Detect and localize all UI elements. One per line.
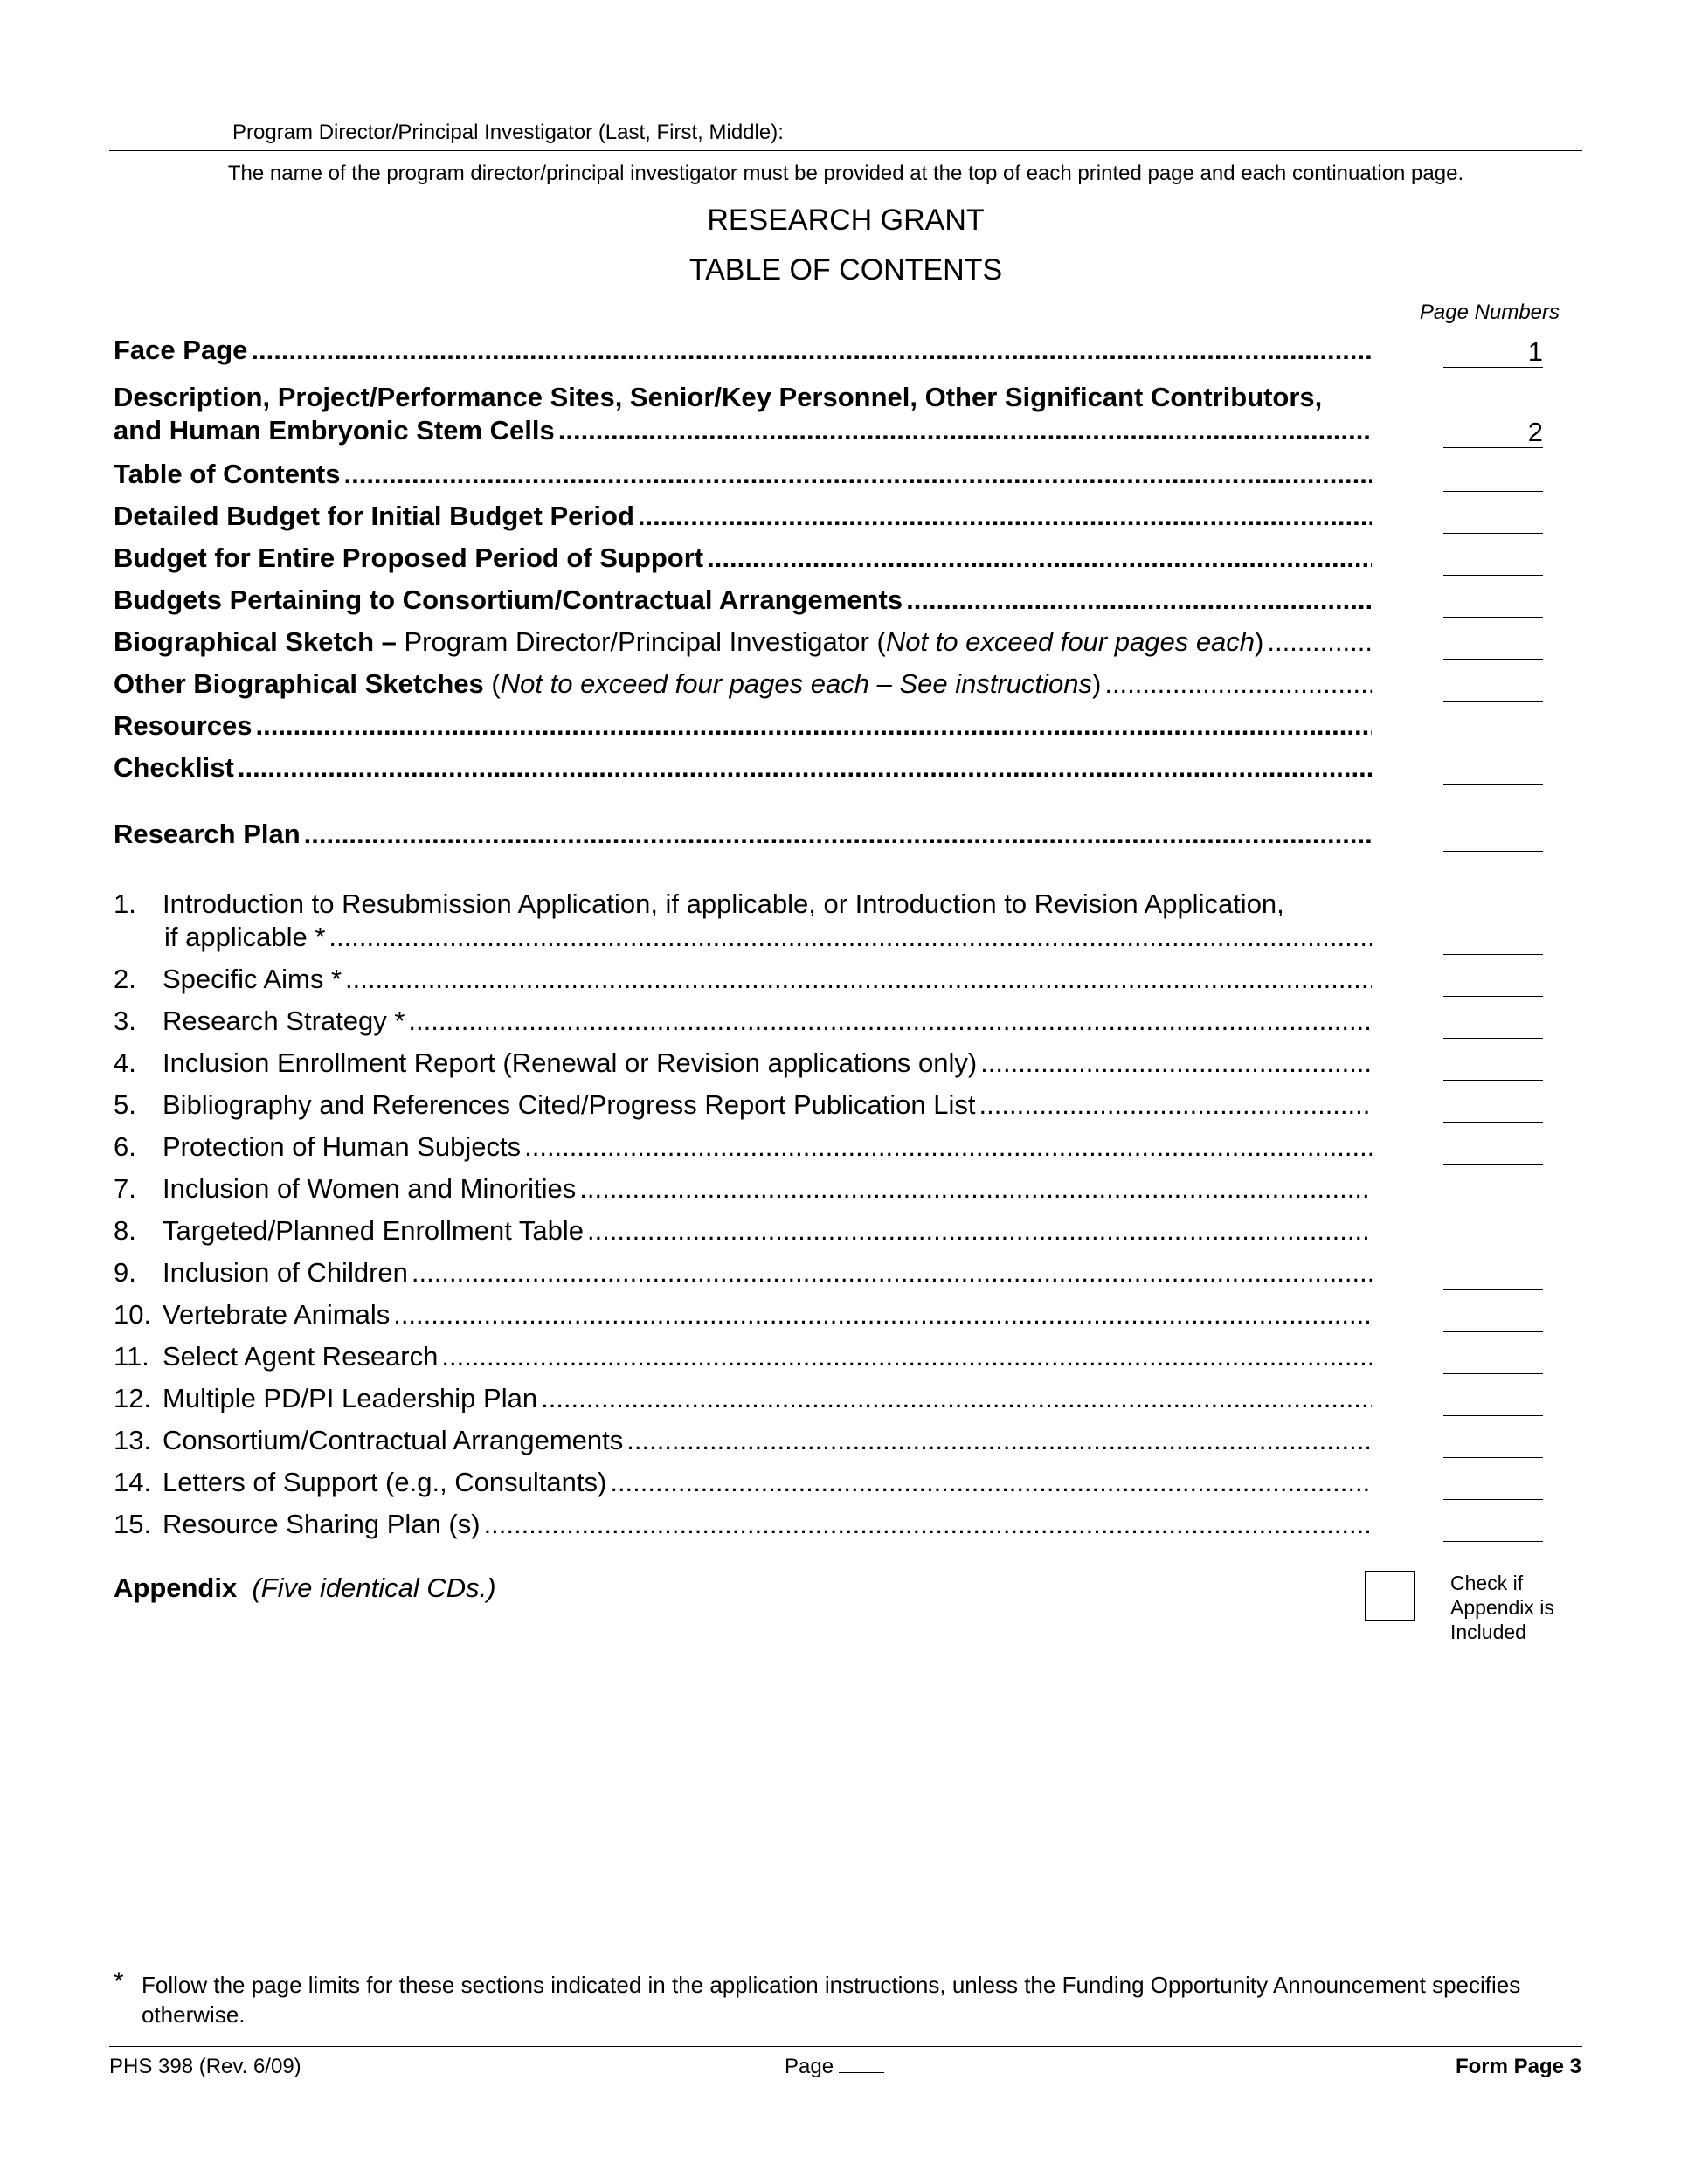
page-number-item-2[interactable]	[1443, 966, 1543, 997]
item-number: 5.	[114, 1089, 136, 1120]
item-title-text: Inclusion of Children	[163, 1257, 408, 1288]
item-title	[114, 1466, 606, 1499]
page-number-item-12[interactable]	[1443, 1386, 1543, 1416]
toc-face-page	[114, 334, 1372, 367]
page-number-item-3[interactable]	[1443, 1008, 1543, 1039]
leader-dots	[1104, 667, 1372, 701]
leader-dots	[343, 458, 1372, 491]
toc-title: Resources	[114, 710, 253, 741]
toc-title: Budget for Entire Proposed Period of Support	[114, 543, 704, 573]
page-number-item-5[interactable]	[1443, 1092, 1543, 1123]
item-title	[114, 1424, 623, 1457]
research-plan-item	[114, 1005, 1372, 1038]
page-number-item-15[interactable]	[1443, 1511, 1543, 1542]
toc-checklist	[114, 751, 1372, 784]
research-plan-item	[114, 963, 1372, 996]
leader-dots	[1267, 625, 1372, 659]
item-number: 13.	[114, 1425, 152, 1455]
page-number-detailed-budget[interactable]	[1443, 503, 1543, 534]
toc-title-bold: Biographical Sketch –	[114, 626, 397, 657]
leader-dots	[587, 1214, 1372, 1248]
item-title	[114, 1089, 976, 1122]
item-title-text: Specific Aims *	[163, 964, 342, 994]
leader-dots	[626, 1424, 1372, 1457]
toc-budget-entire-period	[114, 542, 1372, 575]
item-title-line2: if applicable *	[164, 922, 326, 952]
item-title	[114, 1298, 390, 1331]
leader-dots	[610, 1466, 1372, 1499]
item-title-text: Letters of Support (e.g., Consultants)	[163, 1467, 607, 1497]
item-number: 11.	[114, 1341, 149, 1372]
toc-biographical-sketch	[114, 625, 1372, 659]
form-subtitle: TABLE OF CONTENTS	[688, 253, 1003, 287]
page-number-item-10[interactable]	[1443, 1302, 1543, 1332]
item-title-text: Protection of Human Subjects	[163, 1131, 522, 1162]
page-number-item-7[interactable]	[1443, 1176, 1543, 1206]
research-plan-item	[114, 1508, 1372, 1541]
page-number-item-1[interactable]	[1443, 924, 1543, 955]
item-title	[114, 1382, 537, 1415]
item-title	[114, 963, 342, 996]
footer-divider	[109, 2046, 1582, 2047]
leader-dots	[412, 1256, 1372, 1289]
page-number-item-13[interactable]	[1443, 1427, 1543, 1458]
leader-dots	[408, 1005, 1372, 1038]
leader-dots	[541, 1382, 1372, 1415]
research-plan-item	[114, 1047, 1372, 1080]
appendix-note: (Five identical CDs.)	[252, 1572, 496, 1603]
toc-title-plain: Program Director/Principal Investigator (	[396, 626, 886, 657]
page-number-resources[interactable]	[1443, 713, 1543, 743]
item-number: 12.	[114, 1383, 152, 1413]
footnote-text: Follow the page limits for these sections indicated in the application instructions, unless the Funding Opportunity Announcement specifies otherwise.	[142, 1972, 1521, 2028]
item-title-text: Targeted/Planned Enrollment Table	[163, 1215, 584, 1246]
item-title-text: Resource Sharing Plan (s)	[163, 1509, 481, 1539]
page-number-item-4[interactable]	[1443, 1050, 1543, 1081]
page-number-budgets-consortium[interactable]	[1443, 587, 1543, 618]
item-title	[114, 1214, 584, 1248]
leader-dots	[558, 414, 1372, 447]
item-title-text: Inclusion Enrollment Report (Renewal or Revision applications only)	[163, 1047, 978, 1078]
footnote-asterisk: *	[114, 1967, 124, 1996]
toc-title-close: )	[1092, 668, 1102, 699]
page-number-research-plan[interactable]	[1443, 821, 1543, 852]
toc-title: Face Page	[114, 335, 248, 365]
checkbox-label-line3: Included	[1450, 1621, 1526, 1643]
leader-dots	[906, 584, 1372, 617]
page-number-item-14[interactable]	[1443, 1469, 1543, 1500]
page-number-description[interactable]: 2	[1443, 418, 1543, 448]
appendix-row	[114, 1572, 496, 1604]
page-number-item-6[interactable]	[1443, 1134, 1543, 1165]
item-title	[114, 1130, 521, 1164]
research-plan-item	[114, 1382, 1372, 1415]
item-number: 9.	[114, 1257, 136, 1288]
item-title-line1: Introduction to Resubmission Application, if applicable, or Introduction to Revision Application,	[163, 888, 1284, 919]
toc-title-line2: and Human Embryonic Stem Cells	[114, 415, 555, 446]
item-number: 7.	[114, 1173, 136, 1204]
item-title-text: Inclusion of Women and Minorities	[163, 1173, 577, 1204]
toc-other-biographical-sketches	[114, 667, 1372, 701]
item-number: 6.	[114, 1131, 136, 1162]
checkbox-label-line2: Appendix is	[1450, 1596, 1554, 1619]
page-number-other-biographical-sketches[interactable]	[1443, 671, 1543, 702]
research-plan-item	[114, 1340, 1372, 1373]
item-number: 3.	[114, 1006, 136, 1036]
toc-title	[114, 667, 1101, 701]
page-number-blank[interactable]	[839, 2055, 884, 2073]
pi-name-label: Program Director/Principal Investigator (Last, First, Middle):	[232, 121, 784, 144]
toc-title-bold: Other Biographical Sketches	[114, 668, 484, 699]
item-number: 8.	[114, 1215, 136, 1246]
leader-dots	[441, 1340, 1372, 1373]
research-plan-item	[114, 888, 1372, 954]
page-number-face-page[interactable]: 1	[1443, 337, 1543, 368]
item-title	[114, 1340, 438, 1373]
leader-dots	[979, 1089, 1373, 1122]
page-number-item-9[interactable]	[1443, 1260, 1543, 1290]
item-title-text: Multiple PD/PI Leadership Plan	[163, 1383, 538, 1413]
appendix-checkbox-label	[1450, 1571, 1590, 1644]
leader-dots	[393, 1298, 1372, 1331]
research-plan-item	[114, 1130, 1372, 1164]
checkbox-label-line1: Check if	[1450, 1572, 1524, 1594]
leader-dots	[329, 921, 1372, 954]
toc-title: Detailed Budget for Initial Budget Period	[114, 501, 634, 531]
leader-dots	[238, 751, 1372, 784]
toc-description	[114, 381, 1372, 447]
pi-notice: The name of the program director/principal investigator must be provided at the top of each printed page and each continuation page.	[227, 162, 1464, 185]
page-numbers-heading: Page Numbers	[1419, 301, 1560, 324]
item-number: 1.	[114, 888, 136, 919]
research-plan-item	[114, 1214, 1372, 1248]
item-number: 2.	[114, 964, 136, 994]
pi-name-input[interactable]	[813, 119, 1567, 149]
form-page-label: Form Page 3	[1455, 2055, 1581, 2078]
form-identifier: PHS 398 (Rev. 6/09)	[109, 2055, 301, 2078]
toc-title-line1: Description, Project/Performance Sites, Senior/Key Personnel, Other Significant Contributors,	[114, 382, 1323, 412]
header-divider	[109, 150, 1582, 151]
form-title: RESEARCH GRANT	[707, 204, 985, 237]
item-number: 10.	[114, 1299, 152, 1330]
research-plan-item	[114, 1424, 1372, 1457]
research-plan-item	[114, 1172, 1372, 1206]
toc-title-note: Not to exceed four pages each – See instructions	[500, 668, 1092, 699]
leader-dots	[251, 334, 1372, 367]
toc-title: Table of Contents	[114, 459, 341, 489]
appendix-included-checkbox[interactable]	[1365, 1571, 1415, 1621]
toc-title: Checklist	[114, 752, 234, 783]
leader-dots	[345, 963, 1372, 996]
research-plan-item	[114, 1466, 1372, 1499]
item-title	[114, 1047, 977, 1080]
item-title	[114, 1256, 408, 1289]
item-title	[114, 1172, 576, 1206]
toc-title: Research Plan	[114, 819, 301, 849]
item-number: 14.	[114, 1467, 152, 1497]
toc-title-close: )	[1255, 626, 1264, 657]
toc-title: Budgets Pertaining to Consortium/Contractual Arrangements	[114, 584, 903, 615]
leader-dots	[579, 1172, 1372, 1206]
toc-research-plan	[114, 818, 1372, 851]
toc-detailed-budget	[114, 500, 1372, 533]
page-number-checklist[interactable]	[1443, 755, 1543, 785]
toc-title-note: Not to exceed four pages each	[885, 626, 1256, 657]
research-plan-item	[114, 1298, 1372, 1331]
toc-table-of-contents	[114, 458, 1372, 491]
research-plan-item	[114, 1089, 1372, 1122]
item-title	[114, 1005, 405, 1038]
leader-dots	[980, 1047, 1372, 1080]
leader-dots	[707, 542, 1372, 575]
item-title-text: Vertebrate Animals	[163, 1299, 391, 1330]
item-title-text: Bibliography and References Cited/Progress Report Publication List	[163, 1089, 976, 1120]
leader-dots	[256, 709, 1372, 743]
item-title-text: Research Strategy *	[163, 1006, 405, 1036]
leader-dots	[638, 500, 1372, 533]
leader-dots	[484, 1508, 1372, 1541]
item-title-text: Consortium/Contractual Arrangements	[163, 1425, 624, 1455]
item-number: 4.	[114, 1047, 136, 1078]
page-label: Page	[785, 2055, 834, 2078]
toc-title	[114, 625, 1263, 659]
page-number-table-of-contents[interactable]	[1443, 461, 1543, 492]
page-number-budget-entire-period[interactable]	[1443, 545, 1543, 576]
item-title	[114, 1508, 481, 1541]
page-number-field	[785, 2055, 884, 2079]
appendix-title: Appendix	[114, 1572, 238, 1603]
page-number-item-8[interactable]	[1443, 1218, 1543, 1248]
toc-resources	[114, 709, 1372, 743]
leader-dots	[304, 818, 1372, 851]
page-number-item-11[interactable]	[1443, 1344, 1543, 1374]
toc-title-open: (	[483, 668, 501, 699]
item-number: 15.	[114, 1509, 152, 1539]
leader-dots	[524, 1130, 1372, 1164]
research-plan-item	[114, 1256, 1372, 1289]
item-title-text: Select Agent Research	[163, 1341, 439, 1372]
toc-budgets-consortium	[114, 584, 1372, 617]
page-number-biographical-sketch[interactable]	[1443, 629, 1543, 660]
